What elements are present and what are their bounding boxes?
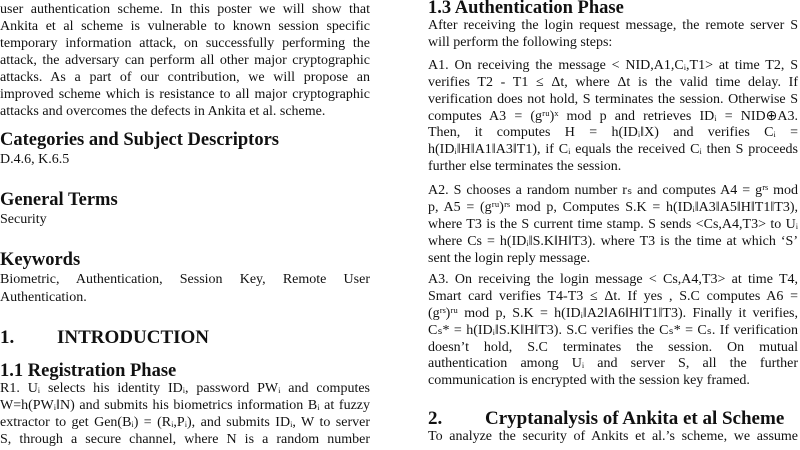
- step-a3-line: Cₛ* = h(IDᵢ‖S.K‖H‖T3). S.C verifies the Cₛ* = Cₛ. If verification: [428, 323, 798, 338]
- step-a1-line: h(IDᵢ‖H‖A1‖A3‖T1), if Cᵢ equals the received Cᵢ then S proceeds: [428, 142, 798, 157]
- authentication-heading: 1.3 Authentication Phase: [428, 0, 624, 18]
- step-a1-line: verification does not hold, S terminates the session. Otherwise S: [428, 92, 798, 107]
- general-terms-heading: General Terms: [0, 190, 118, 210]
- registration-line: R1. Uᵢ selects his identity IDᵢ, password PWᵢ and computes: [0, 381, 370, 396]
- abstract-line: attack, the adversary can perform all other major cryptographic: [0, 53, 370, 68]
- step-a3-line: Smart card verifies T4-T3 ≤ Δt. If yes , S.C computes A6 =: [428, 289, 798, 304]
- section-title-introduction: INTRODUCTION: [57, 327, 210, 348]
- abstract-line: attacks. As a part of our contribution, we will propose an: [0, 70, 370, 85]
- abstract-line: user authentication scheme. In this poster we will show that: [0, 2, 370, 17]
- cryptanalysis-line: To analyze the security of Ankits et al.’s scheme, we assume: [428, 429, 798, 444]
- keywords-line: Authentication.: [0, 290, 87, 305]
- abstract-line: attacks and overcomes the defects in Ankita et al. scheme.: [0, 104, 326, 119]
- step-a3-line: (gʳˢ)ʳᵘ mod p, S.K = h(IDᵢ‖A2‖A6‖H‖T1‖T3). Finally it verifies,: [428, 306, 798, 321]
- step-a2-line: where T3 is the S current time stamp. S sends <Cs,A4,T3> to Uᵢ: [428, 217, 798, 232]
- keywords-line: Biometric, Authentication, Session Key, Remote User: [0, 272, 370, 287]
- section-number: 2.: [428, 408, 443, 429]
- step-a1-line: further else terminates the session.: [428, 159, 622, 174]
- categories-text: D.4.6, K.6.5: [0, 152, 70, 167]
- step-a2-line: p, A5 = (gʳᵘ)ʳˢ mod p, Computes S.K = h(IDᵢ‖A3‖A5‖H‖T1‖T3),: [428, 200, 798, 215]
- auth-intro-line: After receiving the login request message, the remote server S: [428, 18, 798, 33]
- step-a3-line: doesn’t hold, S.C terminates the session. On mutual: [428, 340, 798, 355]
- general-terms-text: Security: [0, 212, 47, 227]
- step-a3-line: authentication among Uᵢ and server S, all the further: [428, 356, 798, 371]
- step-a1-line: computes A3 = (gʳᵘ)ˣ mod p and retrieves IDᵢ = NID⊕A3.: [428, 109, 798, 124]
- abstract-line: Ankita et al scheme is vulnerable to known session specific: [0, 19, 370, 34]
- registration-line: extractor to get Gen(Bᵢ) = (Rᵢ,Pᵢ), and submits IDᵢ, W to server: [0, 415, 370, 430]
- step-a1-line: verifies T2 - T1 ≤ Δt, where Δt is the valid time delay. If: [428, 75, 798, 90]
- section-number: 1.: [0, 327, 15, 348]
- step-a1-line: A1. On receiving the message < NID,A1,Cᵢ,T1> at time T2, S: [428, 58, 798, 73]
- abstract-line: temporary information attack, on successfully performing the: [0, 36, 370, 51]
- step-a2-line: where Cs = h(IDᵢ‖S.K‖H‖T3). where T3 is the time at which ‘S’: [428, 234, 798, 249]
- auth-intro-line: will perform the following steps:: [428, 35, 613, 50]
- step-a2-line: sent the login reply message.: [428, 251, 591, 266]
- step-a3-line: communication is encrypted with the session key framed.: [428, 373, 750, 388]
- keywords-heading: Keywords: [0, 250, 81, 270]
- registration-line: W=h(PWᵢ‖N) and submits his biometrics information Bᵢ at fuzzy: [0, 398, 370, 413]
- registration-heading: 1.1 Registration Phase: [0, 361, 177, 381]
- step-a2-line: A2. S chooses a random number rₛ and computes A4 = gʳˢ mod: [428, 183, 798, 198]
- abstract-line: improved scheme which is resistance to all major cryptographic: [0, 87, 370, 102]
- step-a3-line: A3. On receiving the login message < Cs,A4,T3> at time T4,: [428, 272, 798, 287]
- categories-heading: Categories and Subject Descriptors: [0, 130, 279, 150]
- section-title-cryptanalysis: Cryptanalysis of Ankita et al Scheme: [485, 408, 785, 429]
- registration-line: S, through a secure channel, where N is a random number: [0, 432, 370, 447]
- step-a1-line: Then, it computes H = h(IDᵢ‖X) and verifies Cᵢ =: [428, 125, 798, 140]
